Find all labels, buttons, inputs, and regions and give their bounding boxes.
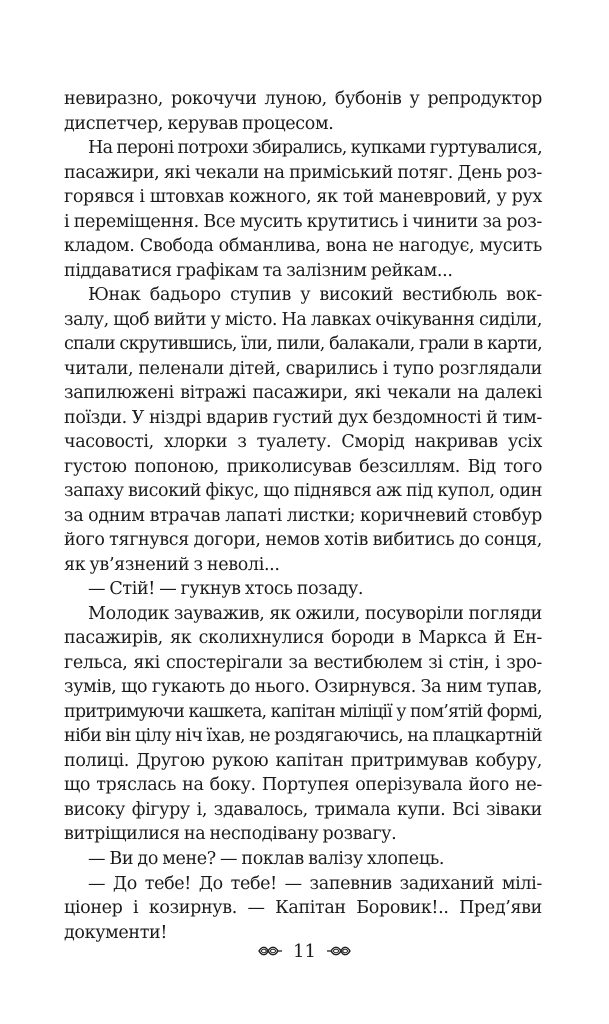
- text-line: високу фігуру і, здавалось, тримала купи. Всі зіваки: [64, 799, 542, 820]
- text-line: часовості, хлорки з туалету. Сморід накривав усіх: [64, 432, 542, 453]
- text-line: — Ви до мене? — поклав валізу хлопець.: [88, 848, 445, 869]
- text-line: притримуючи кашкета, капітан міліції у пом’ятій формі,: [64, 701, 542, 722]
- text-line: Юнак бадьоро ступив у високий вестибюль вок-: [88, 285, 542, 306]
- text-line: що тряслась на боку. Портупея оперізувала його не-: [64, 775, 542, 796]
- text-line: густою попоною, приколисував безсиллям. Від того: [64, 456, 542, 477]
- text-line: диспетчер, керував процесом.: [64, 113, 334, 134]
- text-line: Молодик зауважив, як ожили, посуворіли погляди: [88, 603, 542, 624]
- page-number: 11: [293, 940, 316, 962]
- text-line: горявся і штовхав кожного, як той маневровий, у рух: [64, 187, 542, 208]
- text-line: читали, пеленали дітей, сварились і тупо розглядали: [64, 358, 542, 379]
- text-line: і переміщення. Все мусить крутитись і чинити за роз-: [64, 211, 542, 232]
- text-line: невиразно, рокочучи луною, бубонів у репродуктор: [64, 89, 542, 109]
- text-line: запилюжені вітражі пасажири, які чекали на далекі: [64, 383, 542, 404]
- text-line: пасажирів, як сколихнулися бороди в Маркса й Ен-: [64, 628, 542, 649]
- page-folio: [0, 936, 609, 966]
- text-line: спали скрутившись, їли, пили, балакали, грали в карти,: [64, 334, 542, 355]
- text-line: як ув’язнений з неволі...: [64, 554, 280, 575]
- text-line: кладом. Свобода обманлива, вона не нагодує, мусить: [64, 236, 542, 257]
- text-line: пасажири, які чекали на приміський потяг. День роз-: [64, 162, 542, 183]
- body-text: [64, 87, 542, 945]
- text-line: поїзди. У ніздрі вдарив густий дух бездомності й тим-: [64, 407, 542, 428]
- text-line: запаху високий фікус, що піднявся аж під купол, один: [64, 481, 542, 502]
- text-line: гельса, які спостерігали за вестибюлем зі стін, і зро-: [64, 652, 542, 673]
- text-line: за одним втрачав лапаті листки; коричневий стовбур: [64, 505, 542, 526]
- right-ornament-icon: [326, 944, 352, 958]
- text-line: документи!: [64, 922, 168, 943]
- text-line: залу, щоб вийти у місто. На лавках очікування сиділи,: [64, 309, 542, 330]
- text-line: — Стій! — гукнув хтось позаду.: [88, 579, 364, 600]
- text-line: На пероні потрохи збирались, купками гуртувалися,: [88, 138, 542, 159]
- text-line: піддаватися графікам та залізним рейкам...: [64, 260, 453, 281]
- text-line: зумів, що гукають до нього. Озирнувся. За ним тупав,: [64, 677, 542, 698]
- left-ornament-icon: [257, 944, 283, 958]
- text-line: ціонер і козирнув. — Капітан Боровик!.. Пред’яви: [64, 898, 542, 919]
- text-line: його тягнувся догори, немов хотів вибитись до сонця,: [64, 530, 542, 551]
- text-line: ніби він цілу ніч їхав, не роздягаючись, на плацкартній: [64, 726, 542, 747]
- text-line: полиці. Другою рукою капітан притримував кобуру,: [64, 750, 542, 771]
- text-line: витріщилися на несподівану розвагу.: [64, 824, 397, 845]
- text-line: — До тебе! До тебе! — запевнив задиханий мілі-: [88, 873, 542, 894]
